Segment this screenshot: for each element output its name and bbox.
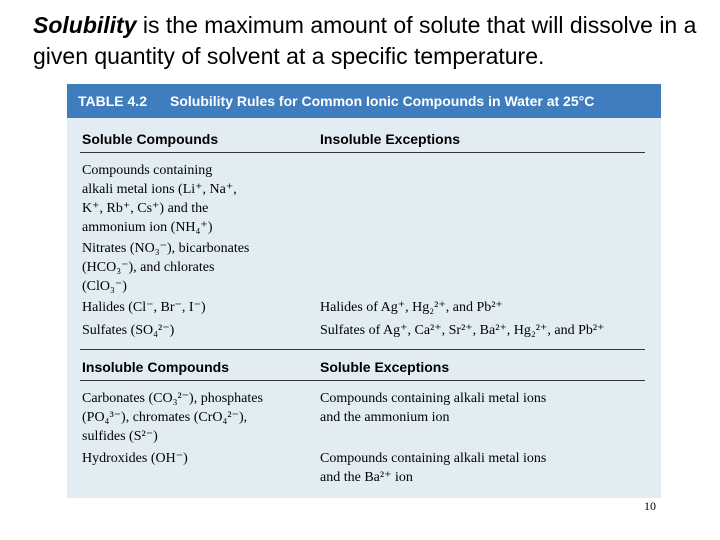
table-cell: Halides of Ag⁺, Hg₂²⁺, and Pb²⁺ [320, 300, 503, 315]
divider [80, 152, 645, 153]
solubility-table [67, 84, 661, 498]
intro-definition: is the maximum amount of solute that will dissolve in a given quantity of solvent at a specific temperature. [33, 12, 697, 69]
page-number: 10 [644, 499, 656, 513]
intro-paragraph [33, 10, 713, 72]
table-cell: Compounds containing alkali metal ions and the Ba²⁺ ion [320, 451, 547, 485]
table-cell: Compounds containing alkali metal ions and the ammonium ion [320, 391, 547, 425]
table-cell: Halides (Cl⁻, Br⁻, I⁻) [82, 300, 206, 315]
table-number: TABLE 4.2 [78, 93, 147, 109]
soluble-compounds-header: Soluble Compounds [82, 131, 219, 147]
insoluble-compounds-header: Insoluble Compounds [82, 359, 229, 375]
divider [80, 380, 645, 381]
intro-term: Solubility [33, 12, 137, 38]
table-cell: Sulfates (SO₄²⁻) [82, 323, 175, 338]
table-cell: Hydroxides (OH⁻) [82, 451, 188, 466]
table-title: Solubility Rules for Common Ionic Compounds in Water at 25°C [170, 93, 595, 109]
table-cell: Compounds containing alkali metal ions (Li⁺, Na⁺, K⁺, Rb⁺, Cs⁺) and the ammonium ion (NH₄⁺) [82, 163, 237, 235]
table-cell: Sulfates of Ag⁺, Ca²⁺, Sr²⁺, Ba²⁺, Hg₂²⁺, and Pb²⁺ [320, 323, 605, 338]
divider [80, 349, 645, 350]
table-cell: Carbonates (CO₃²⁻), phosphates (PO₄³⁻), chromates (CrO₄²⁻), sulfides (S²⁻) [82, 391, 263, 444]
table-cell: Nitrates (NO₃⁻), bicarbonates (HCO₃⁻), and chlorates (ClO₃⁻) [82, 241, 250, 294]
table-header-bar [67, 84, 661, 118]
insoluble-exceptions-header: Insoluble Exceptions [320, 131, 461, 147]
soluble-exceptions-header: Soluble Exceptions [320, 359, 450, 375]
